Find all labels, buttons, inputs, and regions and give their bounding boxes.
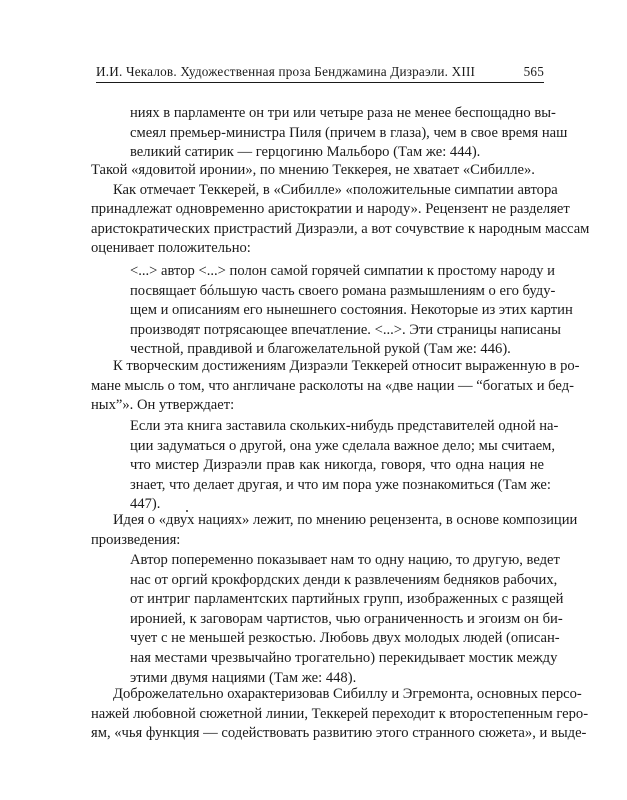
block-quote-2 [130, 262, 573, 360]
text-line: Такой «ядовитой иронии», по мнению Теккерея, не хватает «Сибилле». [91, 162, 535, 178]
text-line: великий сатирик — герцогиню Мальборо (Там же: 444). [130, 144, 481, 161]
text-line: посвящает бóльшую часть своего романа размышлениям о его буду- [130, 282, 556, 299]
text-line: произведения: [91, 531, 181, 548]
text-line: ная местами чрезвычайно трогательно) перекидывает мостик между [130, 649, 558, 666]
block-quote-3 [130, 417, 559, 515]
text-line: Идея о «двух нациях» лежит, по мнению рецензента, в основе композиции [113, 512, 578, 528]
text-line: от интриг парламентских партийных групп, изображенных с разящей [130, 591, 564, 608]
text-line: <...> автор <...> полон самой горячей симпатии к простому народу и [130, 263, 555, 279]
text-line: иронией, к заговорам чартистов, чью ограниченность и эгоизм он би- [130, 610, 563, 627]
text-line: 447). [130, 496, 161, 513]
text-line: Доброжелательно охарактеризовав Сибиллу и Эгремонта, основных персо- [113, 686, 582, 702]
page-number: 565 [523, 64, 544, 79]
paragraph-2 [91, 357, 580, 416]
paragraph-1 [91, 161, 590, 259]
header-rule [96, 82, 544, 83]
running-title: И.И. Чекалов. Художественная проза Бенджамина Дизраэли. XIII [96, 64, 476, 79]
text-line: щем и описаниям его нынешнего состояния. Некоторые из этих картин [130, 302, 573, 319]
text-line: ниях в парламенте он три или четыре раза не менее беспощадно вы- [130, 105, 556, 121]
text-line: К творческим достижениям Дизраэли Теккерей относит выраженную в ро- [113, 358, 580, 374]
block-quote-1 [130, 104, 568, 163]
text-line: Как отмечает Теккерей, в «Сибилле» «положительные симпатии автора [113, 181, 558, 198]
text-line: знает, что делает другая, и что им пора уже познакомиться (Там же: [130, 476, 551, 493]
text-line: ных”». Он утверждает: [91, 397, 235, 414]
text-line: ции задуматься о другой, она уже сделала важное дело; мы считаем, [130, 437, 556, 454]
running-header [96, 64, 544, 80]
paragraph-3 [91, 511, 578, 550]
text-line: что мистер Дизраэли прав как никогда, говоря, что одна нация не [130, 457, 544, 474]
text-line: оценивает положительно: [91, 240, 251, 257]
text-line: чует с не меньшей резкостью. Любовь двух молодых людей (описан- [130, 630, 560, 647]
text-line: ям, «чья функция — содействовать развитию этого странного сюжета», и выде- [91, 725, 587, 742]
text-line: аристократических пристрастий Дизраэли, а вот сочувствие к народным массам [91, 220, 590, 237]
text-line: смеял премьер-министра Пиля (причем в глаза), чем в свое время наш [130, 124, 568, 141]
paragraph-4 [91, 685, 589, 744]
block-quote-4 [130, 551, 564, 688]
text-line: принадлежат одновременно аристократии и народу». Рецензент не разделяет [91, 201, 570, 218]
text-line: этими двумя нациями (Там же: 448). [130, 669, 357, 686]
text-line: нас от оргий крокфордских денди к развлечениям бедняков рабочих, [130, 571, 558, 588]
text-line: нажей любовной сюжетной линии, Теккерей переходит к второстепенным геро- [91, 705, 589, 722]
text-line: производят потрясающее впечатление. <...>. Эти страницы написаны [130, 321, 561, 338]
text-line: честной, правдивой и благожелательной рукой (Там же: 446). [130, 341, 511, 358]
text-line: мане мысль о том, что англичане расколоты на «две нации — “богатых и бед- [91, 377, 574, 394]
text-line: Автор попеременно показывает нам то одну нацию, то другую, ведет [130, 552, 560, 568]
text-line: Если эта книга заставила скольких-нибудь представителей одной на- [130, 418, 559, 434]
